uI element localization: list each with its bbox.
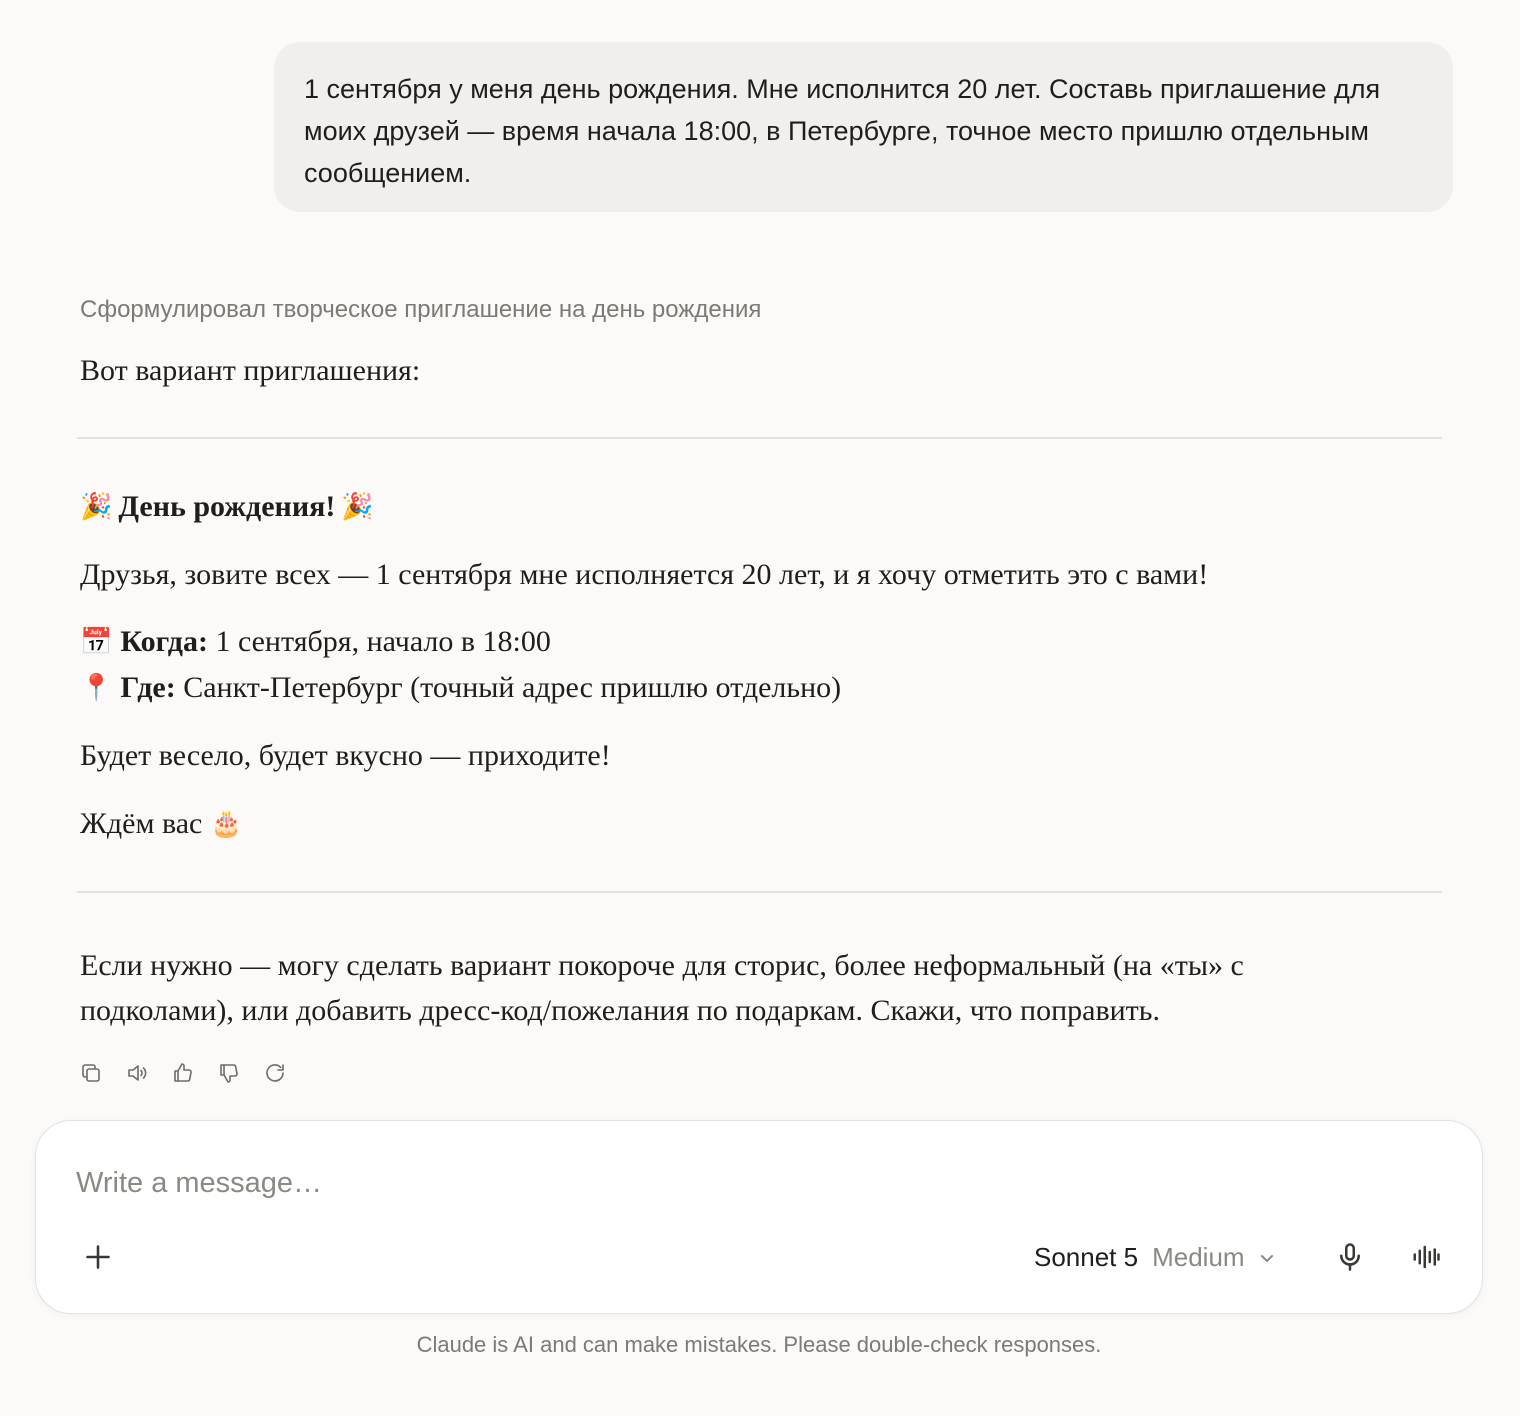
where-label: Где:: [120, 671, 176, 704]
add-attachment-button[interactable]: [80, 1239, 116, 1275]
thumbs-down-icon: [217, 1061, 241, 1085]
closing-text: Ждём вас: [80, 807, 203, 840]
disclaimer: Claude is AI and can make mistakes. Please double-check responses.: [416, 1332, 1102, 1357]
invitation-where: [80, 671, 841, 705]
microphone-icon: [1335, 1242, 1365, 1272]
thumbs-up-icon: [171, 1061, 195, 1085]
party-popper-icon: 🎉: [80, 492, 113, 522]
copy-icon: [79, 1061, 103, 1085]
thinking-summary[interactable]: Сформулировал творческое приглашение на день рождения: [80, 296, 762, 323]
retry-icon: [263, 1061, 287, 1085]
when-value: 1 сентября, начало в 18:00: [215, 625, 551, 658]
voice-mode-button[interactable]: [1406, 1239, 1446, 1275]
where-value: Санкт-Петербург (точный адрес пришлю отдельно): [183, 671, 842, 704]
dictation-button[interactable]: [1332, 1239, 1368, 1275]
chevron-down-icon: [1259, 1242, 1275, 1273]
user-message-text: 1 сентября у меня день рождения. Мне исполнится 20 лет. Составь приглашение для моих друзей — время начала 18:00, в Петербурге, точное место пришлю отдельным сообщением.: [304, 74, 1381, 188]
message-input[interactable]: [76, 1161, 1436, 1205]
model-name: Sonnet 5: [1034, 1241, 1139, 1272]
invitation-title: [80, 490, 374, 524]
read-aloud-button[interactable]: [124, 1060, 149, 1085]
assistant-outro: Если нужно — могу сделать вариант покороче для сторис, более неформальный (на «ты» с подколами), или добавить дресс-код/пожелания по подаркам. Скажи, что поправить.: [80, 949, 1244, 1027]
user-message-bubble: [274, 42, 1453, 212]
effort-level: Medium: [1152, 1241, 1245, 1272]
message-composer: [35, 1120, 1483, 1314]
party-popper-icon: 🎉: [341, 492, 374, 522]
message-actions: [78, 1060, 287, 1085]
calendar-icon: 📅: [80, 627, 113, 657]
divider: [77, 437, 1442, 439]
when-label: Когда:: [120, 625, 208, 658]
retry-button[interactable]: [262, 1060, 287, 1085]
waveform-icon: [1411, 1242, 1441, 1272]
thumbs-up-button[interactable]: [170, 1060, 195, 1085]
thumbs-down-button[interactable]: [216, 1060, 241, 1085]
divider: [77, 891, 1442, 893]
invitation-paragraph: Друзья, зовите всех — 1 сентября мне исполняется 20 лет, и я хочу отметить это с вами!: [80, 558, 1209, 591]
speaker-icon: [125, 1061, 149, 1085]
invitation-fun-line: Будет весело, будет вкусно — приходите!: [80, 739, 611, 772]
copy-button[interactable]: [78, 1060, 103, 1085]
assistant-intro: Вот вариант приглашения:: [80, 354, 421, 387]
pin-icon: 📍: [80, 673, 113, 703]
invitation-when: [80, 625, 551, 659]
model-selector[interactable]: [1034, 1239, 1275, 1275]
invitation-closing: [80, 807, 243, 841]
cake-icon: 🎂: [210, 809, 243, 839]
plus-icon: [84, 1243, 112, 1271]
invitation-title-text: День рождения!: [118, 490, 336, 523]
